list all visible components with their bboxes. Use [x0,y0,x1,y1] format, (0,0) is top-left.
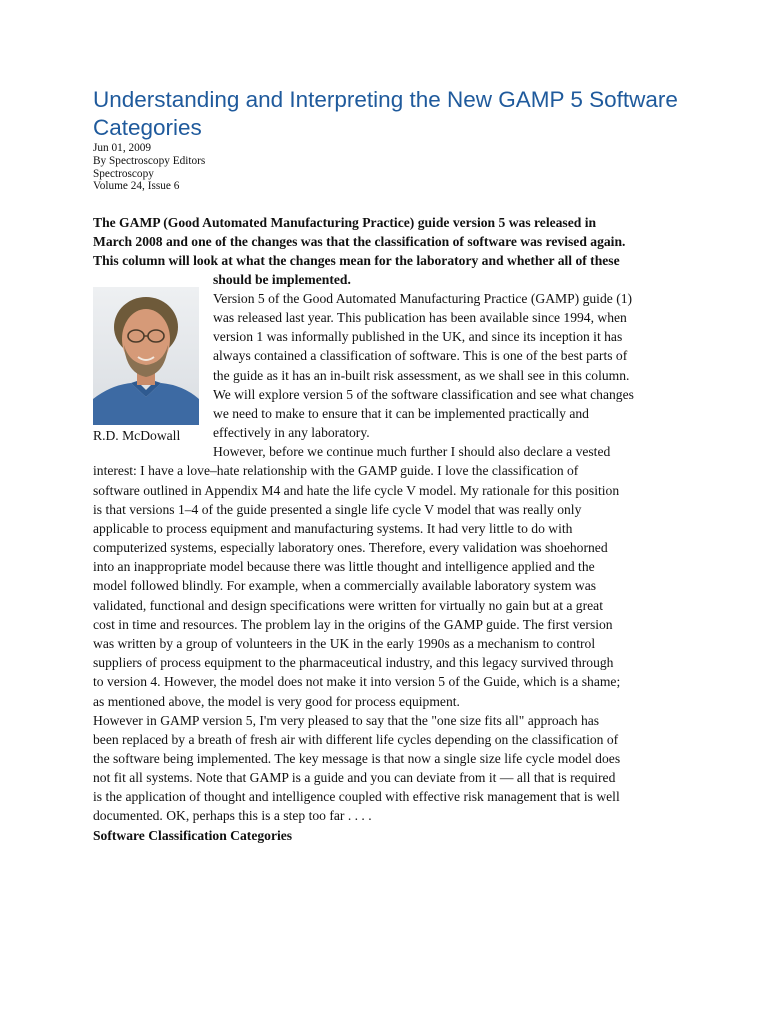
article-title: Understanding and Interpreting the New GAMP 5 Software Categories [93,87,678,140]
abstract-line: This column will look at what the changes mean for the laboratory and whether all of these [93,253,620,268]
body-line: was released last year. This publication has been available since 1994, when [213,310,627,325]
article-issue: Volume 24, Issue 6 [93,180,180,193]
abstract-line: March 2008 and one of the changes was that the classification of software was revised again. [93,234,626,249]
body-line: been replaced by a breath of fresh air with different life cycles depending on the classification of [93,732,619,747]
body-line: we need to make to ensure that it can be implemented practically and [213,406,589,421]
author-photo [93,287,199,425]
body-line: validated, functional and design specifications were written for virtually no gain but at a great [93,598,603,613]
article-date: Jun 01, 2009 [93,142,152,154]
body-line: is the application of thought and intelligence coupled with effective risk management that is well [93,789,620,804]
body-line: applicable to process equipment and manufacturing systems. It had very little to do with [93,521,573,536]
body-line: cost in time and resources. The problem lay in the origins of the GAMP guide. The first version [93,617,613,632]
body-line: However in GAMP version 5, I'm very pleased to say that the "one size fits all" approach has [93,713,600,728]
body-line: version 1 was informally published in the UK, and since its inception it has [213,329,623,344]
body-line: into an inappropriate model because there was little thought and intelligence applied and the [93,559,595,574]
body-line: the software being implemented. The key message is that now a single size life cycle model does [93,751,621,766]
article-publication: Spectroscopy [93,167,154,180]
body-line: always contained a classification of software. This is one of the best parts of [213,348,628,363]
body-line: model followed blindly. For example, when a commercially available laboratory system was [93,578,597,593]
body-line: effectively in any laboratory. [213,425,370,440]
body-line: suppliers of process equipment to the pharmaceutical industry, and this legacy survived through [93,655,614,670]
body-line: We will explore version 5 of the software classification and see what changes [213,387,634,402]
body-line: computerized systems, especially laboratory ones. Therefore, every validation was shoehorned [93,540,608,555]
abstract-line: The GAMP (Good Automated Manufacturing Practice) guide version 5 was released in [93,215,597,230]
author-portrait-image [93,287,199,425]
abstract-line: should be implemented. [213,272,351,287]
body-line: as mentioned above, the model is very good for process equipment. [93,694,460,709]
article-meta [93,142,205,193]
photo-caption: R.D. McDowall [93,428,181,443]
body-line: not fit all systems. Note that GAMP is a guide and you can deviate from it — all that is required [93,770,616,785]
section-heading: Software Classification Categories [93,828,293,843]
article-byline: By Spectroscopy Editors [93,154,206,167]
body-line: Version 5 of the Good Automated Manufacturing Practice (GAMP) guide (1) [213,291,633,306]
body-line: However, before we continue much further I should also declare a vested [213,444,611,459]
body-line: was written by a group of volunteers in the UK in the early 1990s as a mechanism to control [93,636,596,651]
body-line: the guide as it has an in-built risk assessment, as we shall see in this column. [213,368,630,383]
body-line: documented. OK, perhaps this is a step too far . . . . [93,808,372,823]
body-line: to version 4. However, the model does not make it into version 5 of the Guide, which is a shame; [93,674,621,689]
body-line: is that versions 1–4 of the guide presented a single life cycle V model that was really only [93,502,582,517]
body-line: interest: I have a love–hate relationship with the GAMP guide. I love the classification of [93,463,579,478]
body-line: software outlined in Appendix M4 and hate the life cycle V model. My rationale for this position [93,483,620,498]
